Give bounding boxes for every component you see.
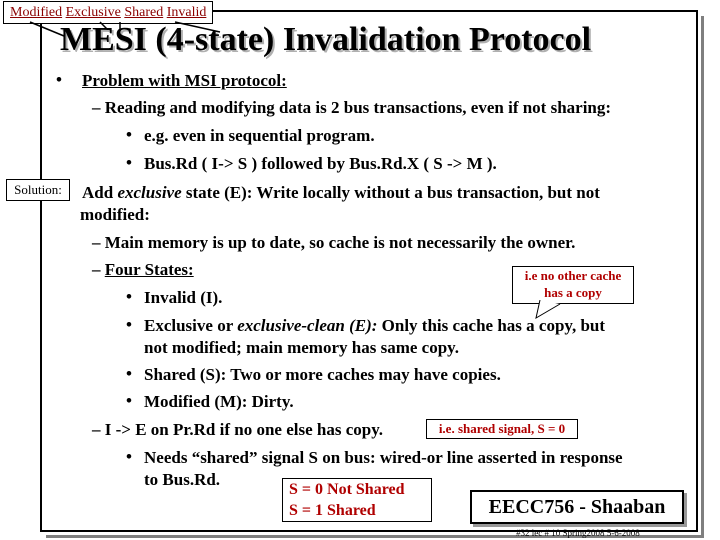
course-footer: EECC756 - Shaaban bbox=[470, 490, 684, 524]
callout-shared-signal: i.e. shared signal, S = 0 bbox=[426, 419, 578, 439]
signal-not-shared: S = 0 Not Shared bbox=[289, 481, 405, 498]
problem-point: – Reading and modifying data is 2 bus transactions, even if not sharing: bbox=[92, 98, 612, 117]
signal-box bbox=[282, 478, 432, 522]
bullet-icon: • bbox=[126, 315, 132, 334]
problem-sub-example: e.g. even in sequential program. bbox=[144, 126, 375, 145]
solution-line-2: modified: bbox=[80, 205, 150, 224]
callout-no-other-cache-line-1: i.e no other cache bbox=[524, 268, 622, 283]
bullet-icon: • bbox=[126, 364, 132, 383]
label-invalid: Invalid bbox=[166, 5, 207, 20]
problem-sub-transitions: Bus.Rd ( I-> S ) followed by Bus.Rd.X ( S -> M ). bbox=[144, 154, 497, 173]
callout-no-other-cache bbox=[512, 266, 634, 304]
solution-line-1-a: Add bbox=[82, 183, 118, 202]
bullet-icon: • bbox=[126, 447, 132, 466]
state-exclusive-cont: not modified; main memory has same copy. bbox=[144, 338, 459, 357]
needs-shared-signal: Needs “shared” signal S on bus: wired-or line asserted in response bbox=[144, 448, 623, 467]
state-shared: Shared (S): Two or more caches may have copies. bbox=[144, 365, 501, 384]
solution-line-1 bbox=[82, 182, 600, 204]
bullet-icon: • bbox=[126, 287, 132, 306]
point-four-states-dash: – bbox=[92, 260, 105, 279]
bullet-icon: • bbox=[126, 391, 132, 410]
state-modified: Modified (M): Dirty. bbox=[144, 392, 294, 411]
needs-shared-signal-cont: to Bus.Rd. bbox=[144, 470, 221, 489]
signal-shared: S = 1 Shared bbox=[289, 502, 376, 519]
label-exclusive: Exclusive bbox=[65, 5, 121, 20]
point-memory: – Main memory is up to date, so cache is not necessarily the owner. bbox=[92, 233, 576, 252]
pointer-line-m bbox=[30, 22, 64, 36]
bullet-icon: • bbox=[126, 125, 132, 144]
solution-exclusive-em: exclusive bbox=[117, 183, 182, 202]
callout-no-other-cache-line-2: has a copy bbox=[544, 285, 602, 300]
state-invalid: Invalid (I). bbox=[144, 288, 223, 307]
state-exclusive-a: Exclusive or bbox=[144, 316, 238, 335]
state-exclusive-b: Only this cache has a copy, but bbox=[377, 316, 606, 335]
point-four-states bbox=[92, 259, 194, 281]
label-shared: Shared bbox=[124, 5, 164, 20]
bullet-icon: • bbox=[56, 70, 62, 89]
state-exclusive-em: exclusive-clean (E): bbox=[237, 316, 378, 335]
transition-i-to-e: – I -> E on Pr.Rd if no one else has copy. bbox=[92, 420, 384, 439]
footer-meta: #32 lec # 10 Spring2008 5-6-2008 bbox=[516, 528, 640, 538]
problem-heading: Problem with MSI protocol: bbox=[82, 71, 287, 90]
slide-title: MESI (4-state) Invalidation Protocol bbox=[60, 21, 592, 58]
bullet-icon: • bbox=[126, 153, 132, 172]
four-states-heading: Four States: bbox=[104, 260, 194, 279]
solution-label: Solution: bbox=[6, 179, 70, 201]
callout-pointer bbox=[530, 300, 570, 324]
solution-line-1-b: state (E): Write locally without a bus transaction, but not bbox=[181, 183, 600, 202]
label-modified: Modified bbox=[10, 5, 63, 20]
